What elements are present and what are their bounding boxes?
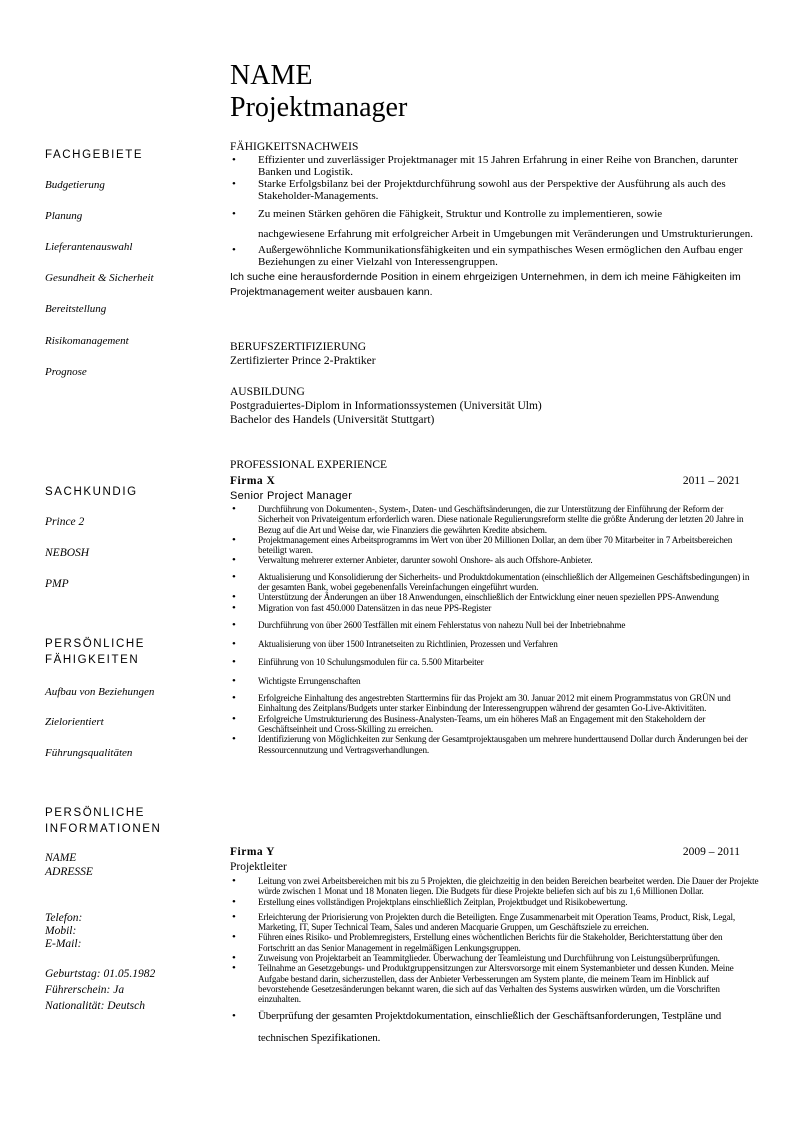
candidate-name: NAME [230,60,313,91]
list-item: • Aktualisierung und Konsolidierung der Sicherheits- und Produktdokumentation (einschließlich der Allgemeinen Geschäftsbedingungen) in der gesamten Bank, wobei gegebenenfalls Vereinfachungen eingeführt wurden. [230,572,760,593]
job2-company: Firma Y [230,846,275,858]
heading-line: PERSÖNLICHE [45,638,146,650]
section-heading: BERUFSZERTIFIZIERUNG [230,341,367,353]
job1-header [230,474,740,488]
job1-company: Firma X [230,475,276,487]
persoenliche-faehigkeiten-heading [45,636,145,668]
list-item: • Durchführung von über 2600 Testfällen mit einem Fehlerstatus von nahezu Null bei der Inbetriebnahme [230,620,760,630]
section-heading: FÄHIGKEITSNACHWEIS [230,141,359,153]
skill-item: Lieferantenauswahl [45,241,133,253]
certification-item: PMP [45,578,69,590]
list-item: • Unterstützung der Änderungen an über 18 Anwendungen, einschließlich der Entwicklung einer neuen speziellen PPS-Anwendung [230,592,760,602]
skill-item: Prognose [45,366,87,378]
list-item: • Zuweisung von Projektarbeit an Teammitglieder. Überwachung der Teamleistung und Durchführung von Leistungsüberprüfungen. [230,953,760,963]
skill-item: Risikomanagement [45,335,129,347]
list-item: • Erfolgreiche Einhaltung des angestrebten Starttermins für das Projekt am 30. Januar 2012 mit einem Programmstatus von GRÜN und Einhaltung des Zeitplans/Budgets unter starker Einbindung der Interessengruppen während der gesamten Go-Live-Aktivitäten. [230,693,760,714]
list-item: • Einführung von 10 Schulungsmodulen für ca. 5.500 Mitarbeiter [230,657,760,667]
mobile-label: Mobil: [45,925,77,937]
drivers-license: Führerschein: Ja [45,984,125,996]
certification-text: Zertifizierter Prince 2-Praktiker [230,355,376,367]
personal-skill-item: Führungsqualitäten [45,747,133,759]
list-item: • Zu meinen Stärken gehören die Fähigkeit, Struktur und Kontrolle zu implementieren, sowie [230,208,760,220]
list-item: • Aktualisierung von über 1500 Intranetseiten zu Richtlinien, Prozessen und Verfahren [230,639,760,649]
list-item: • Erfolgreiche Umstrukturierung des Business-Analysten-Teams, um ein höheres Maß an Engagement mit den Stakeholdern der Geschäftseinheit und Cross-Skilling zu erreichen. [230,714,760,735]
personal-name: NAME [45,852,77,864]
job1-role: Senior Project Manager [230,490,353,502]
list-item: • Überprüfung der gesamten Projektdokumentation, einschließlich der Geschäftsanforderungen, Testpläne und technischen Spezifikationen. [230,1005,760,1049]
education-line: Bachelor des Handels (Universität Stuttgart) [230,414,435,426]
skill-item: Bereitstellung [45,303,107,315]
personal-skill-item: Aufbau von Beziehungen [45,686,155,698]
nationality: Nationalität: Deutsch [45,1000,145,1012]
list-item: • Verwaltung mehrerer externer Anbieter, darunter sowohl Onshore- als auch Offshore-Anbieter. [230,555,760,565]
list-item: • Effizienter und zuverlässiger Projektmanager mit 15 Jahren Erfahrung in einer Reihe von Branchen, darunter Banken und Logistik. [230,154,760,178]
list-item: • Projektmanagement eines Arbeitsprogramms im Wert von über 20 Millionen Dollar, an dem über 70 Mitarbeiter in 7 Arbeitsbereichen beteiligt waren. [230,535,760,556]
education-line: Postgraduiertes-Diplom in Informationssystemen (Universität Ulm) [230,400,542,412]
birthday: Geburtstag: 01.05.1982 [45,968,156,980]
list-item: • Teilnahme an Gesetzgebungs- und Produktgruppensitzungen zur Altersvorsorge mit einem Systemanbieter und dessen Kunden. Meine Aufgabe bestand darin, sicherzustellen, dass der Anbieter Verbesserungen am System plante, die meinem Team im Hinblick auf bevorstehende Gesetzesänderungen bekannt waren, die sich auf das Verhalten des Systems auswirken würden, um die Vorschriften einzuhalten. [230,963,760,1004]
list-item: • Führen eines Risiko- und Problemregisters, Erstellung eines wöchentlichen Berichts für die Stakeholder, Berichterstattung über den Fortschritt an das Senior Management in regelmäßigen Lenkungsgruppen. [230,932,760,953]
list-item: • Migration von fast 450.000 Datensätzen in das neue PPS-Register [230,603,760,613]
list-item: • Wichtigste Errungenschaften [230,676,760,686]
experience-heading: PROFESSIONAL EXPERIENCE [230,459,388,471]
summary-paragraph: Ich suche eine herausfordernde Position in einem ehrgeizigen Unternehmen, in dem ich meine Fähigkeiten im Projektmanagement weiter ausbauen kann. [230,271,741,298]
certification-item: NEBOSH [45,547,90,559]
personal-skill-item: Zielorientiert [45,716,104,728]
heading-line: PERSÖNLICHE [45,807,146,819]
phone-label: Telefon: [45,912,83,924]
list-item: • Identifizierung von Möglichkeiten zur Senkung der Gesamtprojektausgaben um mehrere hunderttausend Dollar durch Änderungen bei der Ressourcennutzung und Vertragsverhandlungen. [230,734,760,755]
certification-item: Prince 2 [45,516,85,528]
job1-dates: 2011 – 2021 [682,475,740,487]
section-heading: AUSBILDUNG [230,386,305,398]
heading-line: FÄHIGKEITEN [45,654,140,666]
strength-continuation: nachgewiesene Erfahrung mit erfolgreicher Arbeit in Umgebungen mit Veränderungen und Umstrukturierungen. [258,228,753,240]
strengths-list-2 [230,244,760,268]
list-item: • Starke Erfolgsbilanz bei der Projektdurchführung sowohl aus der Perspektive der Ausführung als auch des Stakeholder-Managements. [230,178,760,202]
strengths-list [230,154,760,220]
skill-item: Budgetierung [45,179,105,191]
list-item: • Erstellung eines vollständigen Projektplans einschließlich Zeitplan, Projektbudget und Risikobewertung. [230,897,760,907]
faehigkeitsnachweis-section [230,141,760,300]
job2-role: Projektleiter [230,861,287,873]
job2-bullets [230,876,760,1049]
heading-line: INFORMATIONEN [45,823,162,835]
job2-dates: 2009 – 2011 [682,846,740,858]
list-item: • Außergewöhnliche Kommunikationsfähigkeiten und ein sympathisches Wesen ermöglichen den Aufbau enger Beziehungen zu einer Vielzahl von Interessengruppen. [230,244,760,268]
job-title: Projektmanager [230,92,408,123]
job2-header [230,845,740,859]
skill-item: Gesundheit & Sicherheit [45,272,154,284]
list-item: • Leitung von zwei Arbeitsbereichen mit bis zu 5 Projekten, die gleichzeitig in den beiden Bereichen bearbeitet werden. Die Dauer der Projekte würde zwischen 1 Monat und 18 Monaten liegen. Die Budgets für diese Projekte beliefen sich auf bis zu 1,6 Millionen Dollar. [230,876,760,897]
personal-address: ADRESSE [45,866,93,878]
skill-item: Planung [45,210,83,222]
list-item: • Durchführung von Dokumenten-, System-, Daten- und Geschäftsänderungen, die zur Unterstützung der Einführung der Reform der Sicherheit von Privateigentum erforderlich waren. Diese nationale Regulierungsreform stellte die größte Änderung der letzten 20 Jahre in Bezug auf die Art und Weise dar, wie Finanziers die gewährten Kredite absichem. [230,504,760,535]
persoenliche-informationen-heading [45,805,161,837]
berufszertifizierung-section [230,341,376,368]
ausbildung-section [230,386,542,427]
email-label: E-Mail: [45,938,82,950]
sachkundig-heading: SACHKUNDIG [45,486,138,498]
list-item: • Erleichterung der Priorisierung von Projekten durch die Beteiligten. Enge Zusammenarbeit mit Operation Teams, Product, Risk, Legal, Marketing, IT, Super Technical Team, Sales und anderen Macquarie Gruppen, um Geschäftsziele zu erreichen. [230,912,760,933]
header [230,60,407,124]
job1-bullets [230,504,760,755]
fachgebiete-heading: FACHGEBIETE [45,149,144,161]
